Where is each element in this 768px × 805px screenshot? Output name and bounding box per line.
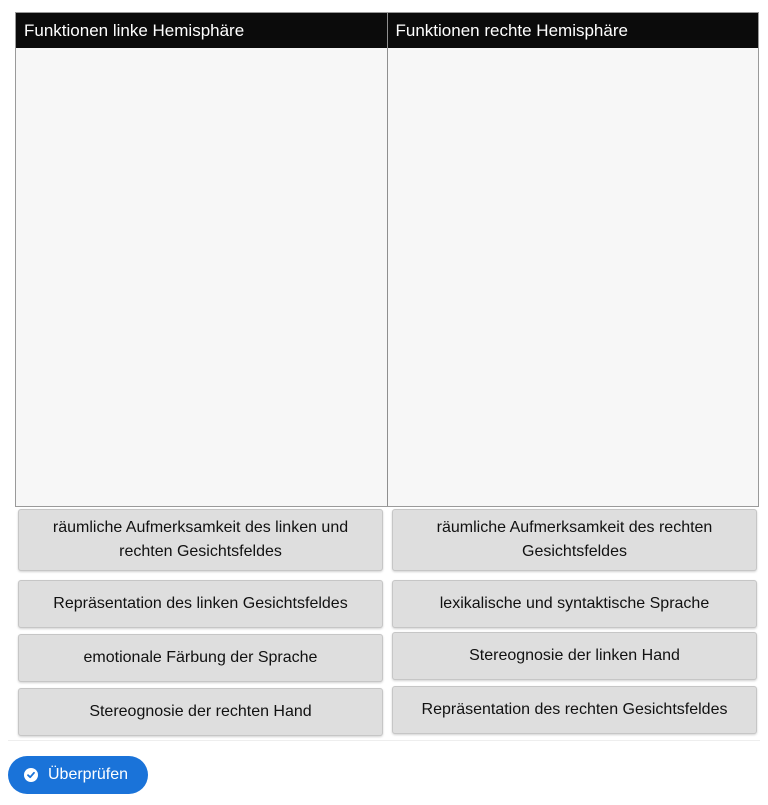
check-button-label: Überprüfen: [48, 766, 129, 783]
check-circle-icon: [24, 768, 38, 782]
draggable-item[interactable]: räumliche Aufmerksamkeit des rechten Gesichtsfeldes: [392, 509, 757, 571]
dropzone-right-hemisphere[interactable]: [388, 48, 759, 506]
draggable-item[interactable]: Stereognosie der rechten Hand: [18, 688, 383, 736]
draggable-item[interactable]: Repräsentation des rechten Gesichtsfeldes: [392, 686, 757, 734]
column-right-hemisphere: [387, 13, 759, 506]
check-button[interactable]: [8, 756, 148, 794]
drag-drop-board: [15, 12, 759, 507]
draggable-item[interactable]: emotionale Färbung der Sprache: [18, 634, 383, 682]
draggable-item[interactable]: Stereognosie der linken Hand: [392, 632, 757, 680]
column-header-right: Funktionen rechte Hemisphäre: [388, 13, 759, 48]
draggable-pool: [15, 507, 759, 739]
draggable-item[interactable]: lexikalische und syntaktische Sprache: [392, 580, 757, 628]
column-header-left: Funktionen linke Hemisphäre: [16, 13, 387, 48]
draggable-item[interactable]: Repräsentation des linken Gesichtsfeldes: [18, 580, 383, 628]
column-left-hemisphere: [16, 13, 387, 506]
divider: [8, 740, 760, 741]
dropzone-left-hemisphere[interactable]: [16, 48, 387, 506]
draggable-item[interactable]: räumliche Aufmerksamkeit des linken und rechten Gesichtsfeldes: [18, 509, 383, 571]
